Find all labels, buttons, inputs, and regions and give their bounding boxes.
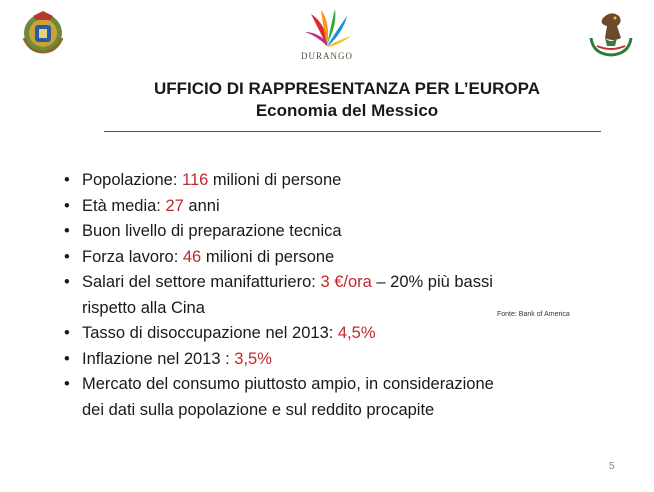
- durango-tourism-flower-icon: [297, 6, 357, 50]
- list-item: • Età media: 27 anni: [62, 194, 622, 220]
- list-item: • Tasso di disoccupazione nel 2013: 4,5%: [62, 321, 622, 347]
- bullet-list: [62, 168, 622, 423]
- title-line-2: Economia del Messico: [255, 101, 439, 120]
- list-item: • Mercato del consumo piuttosto ampio, in considerazione dei dati sulla popolazione e sul reddito procapite: [62, 372, 622, 423]
- title-divider: [104, 131, 601, 132]
- durango-logo-text: DURANGO: [301, 51, 353, 61]
- list-item: • Popolazione: 116 milioni di persone: [62, 168, 622, 194]
- mexico-coat-of-arms-icon: [585, 8, 637, 58]
- source-note: Fonte: Bank of America: [497, 311, 570, 318]
- durango-logo: [282, 6, 372, 66]
- page-number: 5: [609, 461, 615, 472]
- list-item: • Forza lavoro: 46 milioni di persone: [62, 245, 622, 271]
- durango-coat-of-arms-icon: [20, 8, 66, 54]
- list-item: • Inflazione nel 2013 : 3,5%: [62, 347, 622, 373]
- title-line-1: UFFICIO DI RAPPRESENTANZA PER L’EUROPA: [154, 79, 540, 98]
- list-item: • Salari del settore manifatturiero: 3 €/ora – 20% più bassi rispetto alla Cina: [62, 270, 622, 321]
- slide-title: [0, 78, 654, 122]
- list-item: • Buon livello di preparazione tecnica: [62, 219, 622, 245]
